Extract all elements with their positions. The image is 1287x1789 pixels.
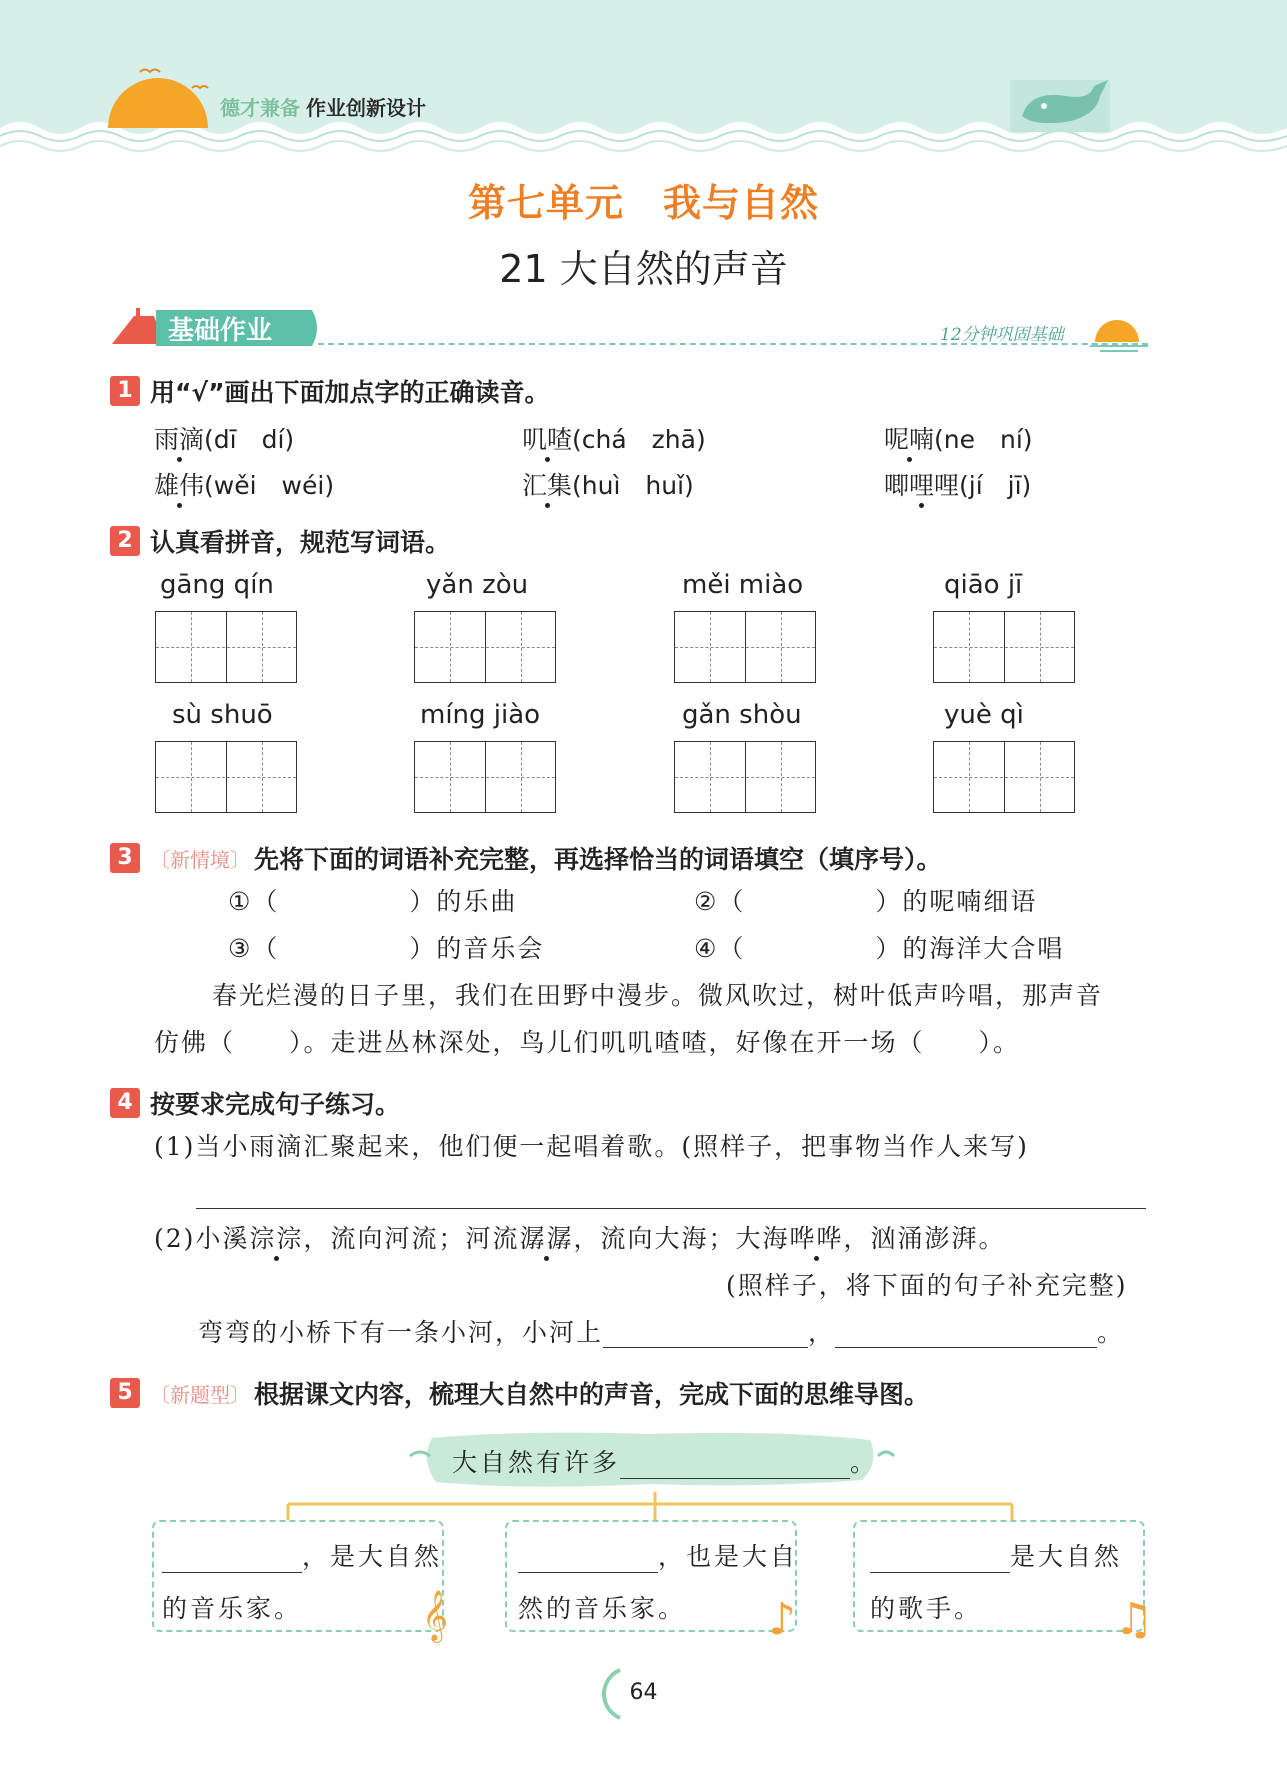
mind-map-box-2-line-1 — [518, 1537, 798, 1573]
pinyin-5: sù shuō — [172, 700, 273, 730]
mind-map-center — [452, 1443, 878, 1479]
mind-map-box-3-blank[interactable] — [870, 1544, 1010, 1573]
q3-option-1-open: ①（ — [228, 887, 280, 916]
q1-item-3-options: (ne ní) — [934, 425, 1033, 454]
q4-s2-dotted-2: 潺潺 — [519, 1224, 574, 1253]
brand-part1: 德才兼备 — [220, 96, 300, 120]
lesson-title: 21 大自然的声音 — [499, 247, 788, 291]
q3-option-2-label: ）的呢喃细语 — [875, 887, 1038, 916]
question-5-number: 5 — [110, 1378, 140, 1408]
mind-map-center-end: 。 — [850, 1448, 879, 1477]
q3-option-3-open: ③（ — [228, 934, 280, 963]
music-note-icon: ♪ — [768, 1594, 797, 1645]
q1-item-2-word: 叽喳 — [522, 425, 573, 454]
mind-map-box-1-line-1 — [162, 1537, 442, 1573]
q4-sentence-2 — [154, 1224, 1006, 1254]
q1-item-6 — [884, 466, 1031, 502]
mind-map-box-3-text-1: 是大自然 — [1010, 1542, 1123, 1571]
q3-option-2-open: ②（ — [694, 887, 746, 916]
question-1 — [110, 373, 550, 409]
pinyin-1: gāng qín — [160, 570, 274, 600]
q1-item-2-options: (chá zhā) — [572, 425, 706, 454]
writing-grid-5[interactable] — [155, 741, 297, 813]
mind-map-box-2-blank[interactable] — [518, 1544, 658, 1573]
q3-paragraph-line-1: 春光烂漫的日子里，我们在田野中漫步。微风吹过，树叶低声吟唱，那声音 — [212, 981, 1104, 1010]
q3-option-2 — [694, 887, 1037, 917]
q3-option-1-label: ）的乐曲 — [409, 887, 518, 916]
mind-map-box-1-text-1: ，是大自然 — [302, 1542, 443, 1571]
q1-item-5-options: (huì huǐ) — [572, 471, 694, 500]
q4-answer-line-1[interactable] — [196, 1208, 1146, 1209]
question-4-number: 4 — [110, 1088, 140, 1118]
question-4-text: 按要求完成句子练习。 — [150, 1090, 401, 1119]
q1-item-6-word: 唧哩哩 — [884, 471, 960, 500]
q4-blank-1[interactable] — [603, 1319, 808, 1348]
q1-item-4-options: (wěi wéi) — [204, 471, 335, 500]
question-3 — [110, 840, 942, 876]
page-number: 64 — [629, 1680, 658, 1705]
question-4 — [110, 1085, 400, 1121]
writing-grid-1[interactable] — [155, 611, 297, 683]
mind-map-box-1-blank[interactable] — [162, 1544, 302, 1573]
q4-s2-part-h: ，汹涌澎湃。 — [843, 1224, 1006, 1253]
q4-s2-part-c: 河流；河流 — [384, 1224, 520, 1253]
mind-map-box-2-line-2: 然的音乐家。 — [518, 1594, 687, 1623]
q4-fill-sentence — [198, 1318, 1124, 1348]
q4-sentence-2-note: (照样子，将下面的句子补充完整) — [726, 1271, 1128, 1300]
mind-map-box-3-line-2: 的歌手。 — [870, 1594, 983, 1623]
q4-fill-prompt: 弯弯的小桥下有一条小河，小河上 — [198, 1318, 604, 1347]
pinyin-2: yǎn zòu — [426, 570, 529, 600]
q3-option-3-label: ）的音乐会 — [409, 934, 545, 963]
q4-s2-dotted-1: 淙淙 — [249, 1224, 304, 1253]
q3-option-3 — [228, 934, 544, 964]
question-3-text: 先将下面的词语补充完整，再选择恰当的词语填空（填序号）。 — [254, 845, 942, 874]
q1-item-4 — [154, 466, 334, 502]
section-title: 基础作业 — [168, 316, 273, 346]
q3-option-4-open: ④（ — [694, 934, 746, 963]
q1-item-5-word: 汇集 — [522, 471, 573, 500]
q4-period: 。 — [1097, 1318, 1125, 1347]
question-1-text: 用“√”画出下面加点字的正确读音。 — [150, 378, 550, 407]
pinyin-6: míng jiào — [420, 700, 541, 730]
question-5 — [110, 1375, 929, 1411]
section-note: 12分钟巩固基础 — [940, 325, 1064, 345]
mind-map-center-label: 大自然有许多 — [452, 1448, 621, 1477]
writing-grid-7[interactable] — [674, 741, 816, 813]
whale-icon — [1010, 76, 1115, 134]
pinyin-4: qiāo jī — [944, 570, 1023, 600]
q3-option-4 — [694, 934, 1064, 964]
small-sun-icon — [1090, 312, 1150, 354]
q4-s2-part-f: 大海；大海 — [654, 1224, 790, 1253]
q1-item-4-word: 雄伟 — [154, 471, 205, 500]
pinyin-8: yuè qì — [944, 700, 1024, 730]
q1-item-3 — [884, 420, 1033, 456]
treble-clef-icon: 𝄞 — [422, 1590, 449, 1641]
q1-item-1-options: (dī dí) — [204, 425, 295, 454]
writing-grid-3[interactable] — [674, 611, 816, 683]
writing-grid-4[interactable] — [933, 611, 1075, 683]
q3-paragraph-line-2: 仿佛（ ）。走进丛林深处，鸟儿们叽叽喳喳，好像在开一场（ ）。 — [154, 1028, 1021, 1057]
mind-map-box-3-line-1 — [870, 1537, 1122, 1573]
pinyin-3: měi miào — [682, 570, 804, 600]
q3-option-4-label: ）的海洋大合唱 — [875, 934, 1065, 963]
unit-title: 第七单元 我与自然 — [467, 181, 819, 225]
q4-s2-part-a: (2)小溪 — [154, 1224, 250, 1253]
pinyin-7: gǎn shòu — [682, 700, 802, 730]
question-5-text: 根据课文内容，梳理大自然中的声音，完成下面的思维导图。 — [254, 1380, 930, 1409]
question-1-number: 1 — [110, 376, 140, 406]
sun-icon — [100, 60, 210, 130]
q4-s2-dotted-3: 哗哗 — [789, 1224, 844, 1253]
mind-map-box-1-line-2: 的音乐家。 — [162, 1594, 303, 1623]
brand — [220, 92, 426, 121]
q1-item-2 — [522, 420, 706, 456]
question-5-tag: 〔新题型〕 — [150, 1382, 250, 1407]
q3-option-1 — [228, 887, 517, 917]
brand-part2: 作业创新设计 — [306, 96, 426, 120]
question-3-tag: 〔新情境〕 — [150, 847, 250, 872]
writing-grid-6[interactable] — [414, 741, 556, 813]
q4-blank-2[interactable] — [835, 1319, 1097, 1348]
q1-item-1 — [154, 420, 294, 456]
q4-s2-part-e: ，流向 — [573, 1224, 655, 1253]
q1-item-3-word: 呢喃 — [884, 425, 935, 454]
beamed-notes-icon: ♫ — [1114, 1594, 1154, 1645]
q4-s2-part-b: ，流向 — [303, 1224, 385, 1253]
question-3-number: 3 — [110, 843, 140, 873]
mind-map-center-blank[interactable] — [620, 1450, 850, 1479]
q4-comma: ， — [808, 1318, 836, 1347]
writing-grid-2[interactable] — [414, 611, 556, 683]
mind-map-box-2-text-1: ，也是大自 — [658, 1542, 799, 1571]
question-2 — [110, 523, 450, 559]
q4-sentence-1: (1)当小雨滴汇聚起来，他们便一起唱着歌。(照样子，把事物当作人来写) — [154, 1132, 1029, 1161]
q1-item-1-word: 雨滴 — [154, 425, 205, 454]
question-2-number: 2 — [110, 526, 140, 556]
q1-item-5 — [522, 466, 694, 502]
question-2-text: 认真看拼音，规范写词语。 — [150, 528, 451, 557]
writing-grid-8[interactable] — [933, 741, 1075, 813]
q1-item-6-options: (jí jī) — [959, 471, 1032, 500]
